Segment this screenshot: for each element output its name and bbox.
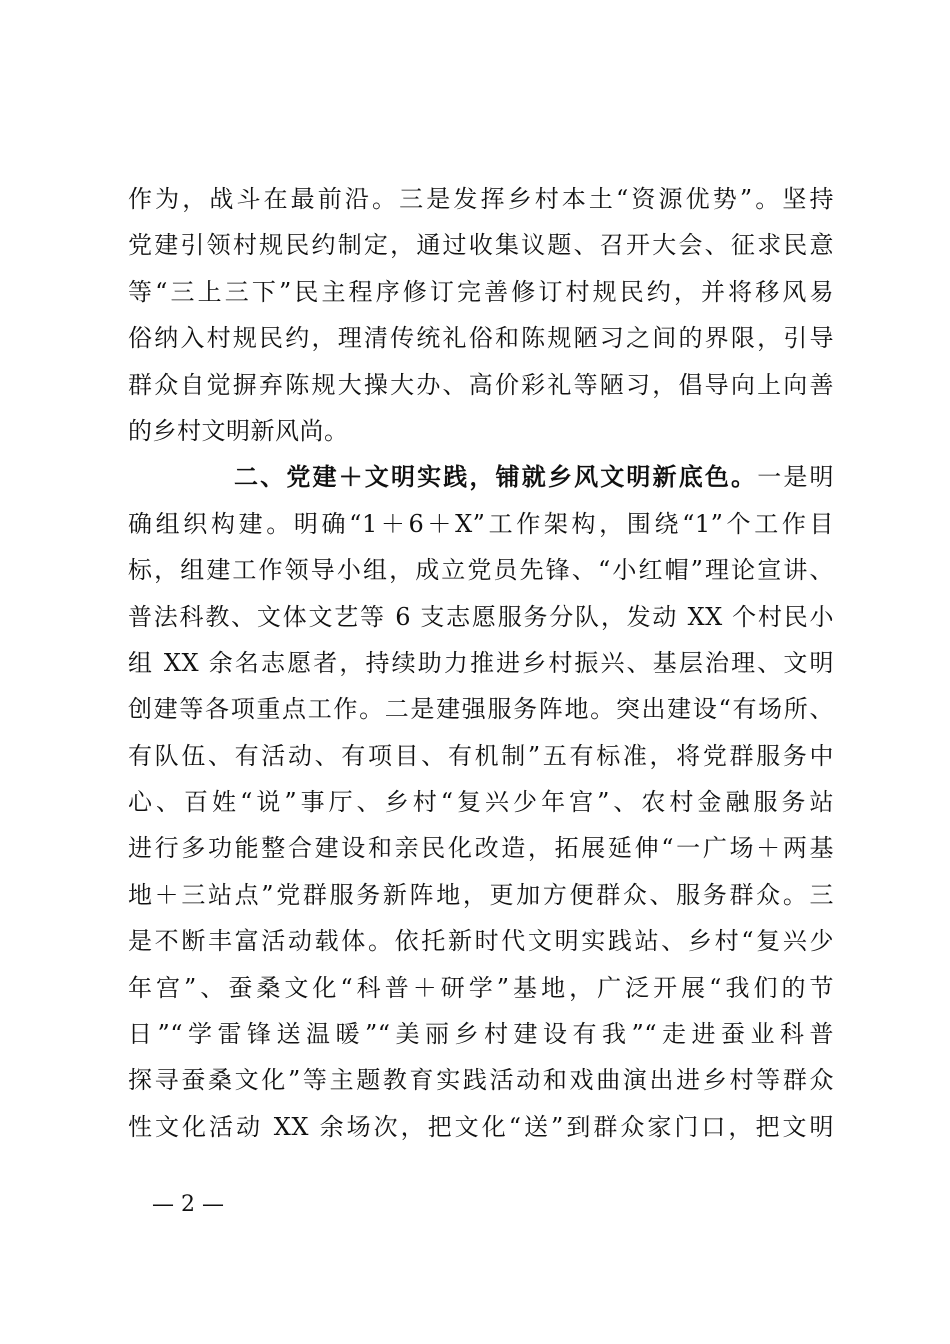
text-line-20: 探寻蚕桑文化”等主题教育实践活动和戏曲演出进乡村等群众 [128,1066,834,1095]
text-line-19: 日”“学雷锋送温暖”“美丽乡村建设有我”“走进蚕业科普 [128,1020,834,1049]
text-line-16: 地＋三站点”党群服务新阵地，更加方便群众、服务群众。三 [128,880,834,909]
text-line-14: 心、百姓“说”事厅、乡村“复兴少年宫”、农村金融服务站 [128,788,834,817]
document-body [128,176,834,1150]
text-line-5: 群众自觉摒弃陈规大操大办、高价彩礼等陋习，倡导向上向善 [128,370,834,399]
text-line-13: 有队伍、有活动、有项目、有机制”五有标准，将党群服务中 [128,741,834,770]
text-line-12: 创建等各项重点工作。二是建强服务阵地。突出建设“有场所、 [128,695,834,724]
text-line-4: 俗纳入村规民约，理清传统礼俗和陈规陋习之间的界限，引导 [128,324,834,353]
section-2-heading: 二、党建＋文明实践，铺就乡风文明新底色。 [234,462,758,492]
page-number: — 2 — [152,1192,224,1217]
text-line-3: 等“三上三下”民主程序修订完善修订村规民约，并将移风易 [128,277,834,306]
text-line-1: 作为，战斗在最前沿。三是发挥乡村本土“资源优势”。坚持 [128,185,834,213]
text-line-9: 标，组建工作领导小组，成立党员先锋、“小红帽”理论宣讲、 [128,556,834,585]
text-line-8: 确组织构建。明确“1＋6＋X”工作架构，围绕“1”个工作目 [128,509,834,538]
text-line-21: 性文化活动 XX 余场次，把文化“送”到群众家门口，把文明 [128,1112,834,1141]
section-2-first-line [128,454,834,500]
section-2-first-line-rest: 一是明 [757,463,835,492]
text-line-6: 的乡村文明新风尚。 [128,416,349,445]
text-line-2: 党建引领村规民约制定，通过收集议题、召开大会、征求民意 [128,231,834,260]
text-line-15: 进行多功能整合建设和亲民化改造，拓展延伸“一广场＋两基 [128,834,834,863]
text-line-18: 年宫”、蚕桑文化“科普＋研学”基地，广泛开展“我们的节 [128,973,834,1002]
text-line-17: 是不断丰富活动载体。依托新时代文明实践站、乡村“复兴少 [128,927,834,956]
text-line-11: 组 XX 余名志愿者，持续助力推进乡村振兴、基层治理、文明 [128,648,834,677]
text-line-10: 普法科教、文体文艺等 6 支志愿服务分队，发动 XX 个村民小 [128,602,834,631]
